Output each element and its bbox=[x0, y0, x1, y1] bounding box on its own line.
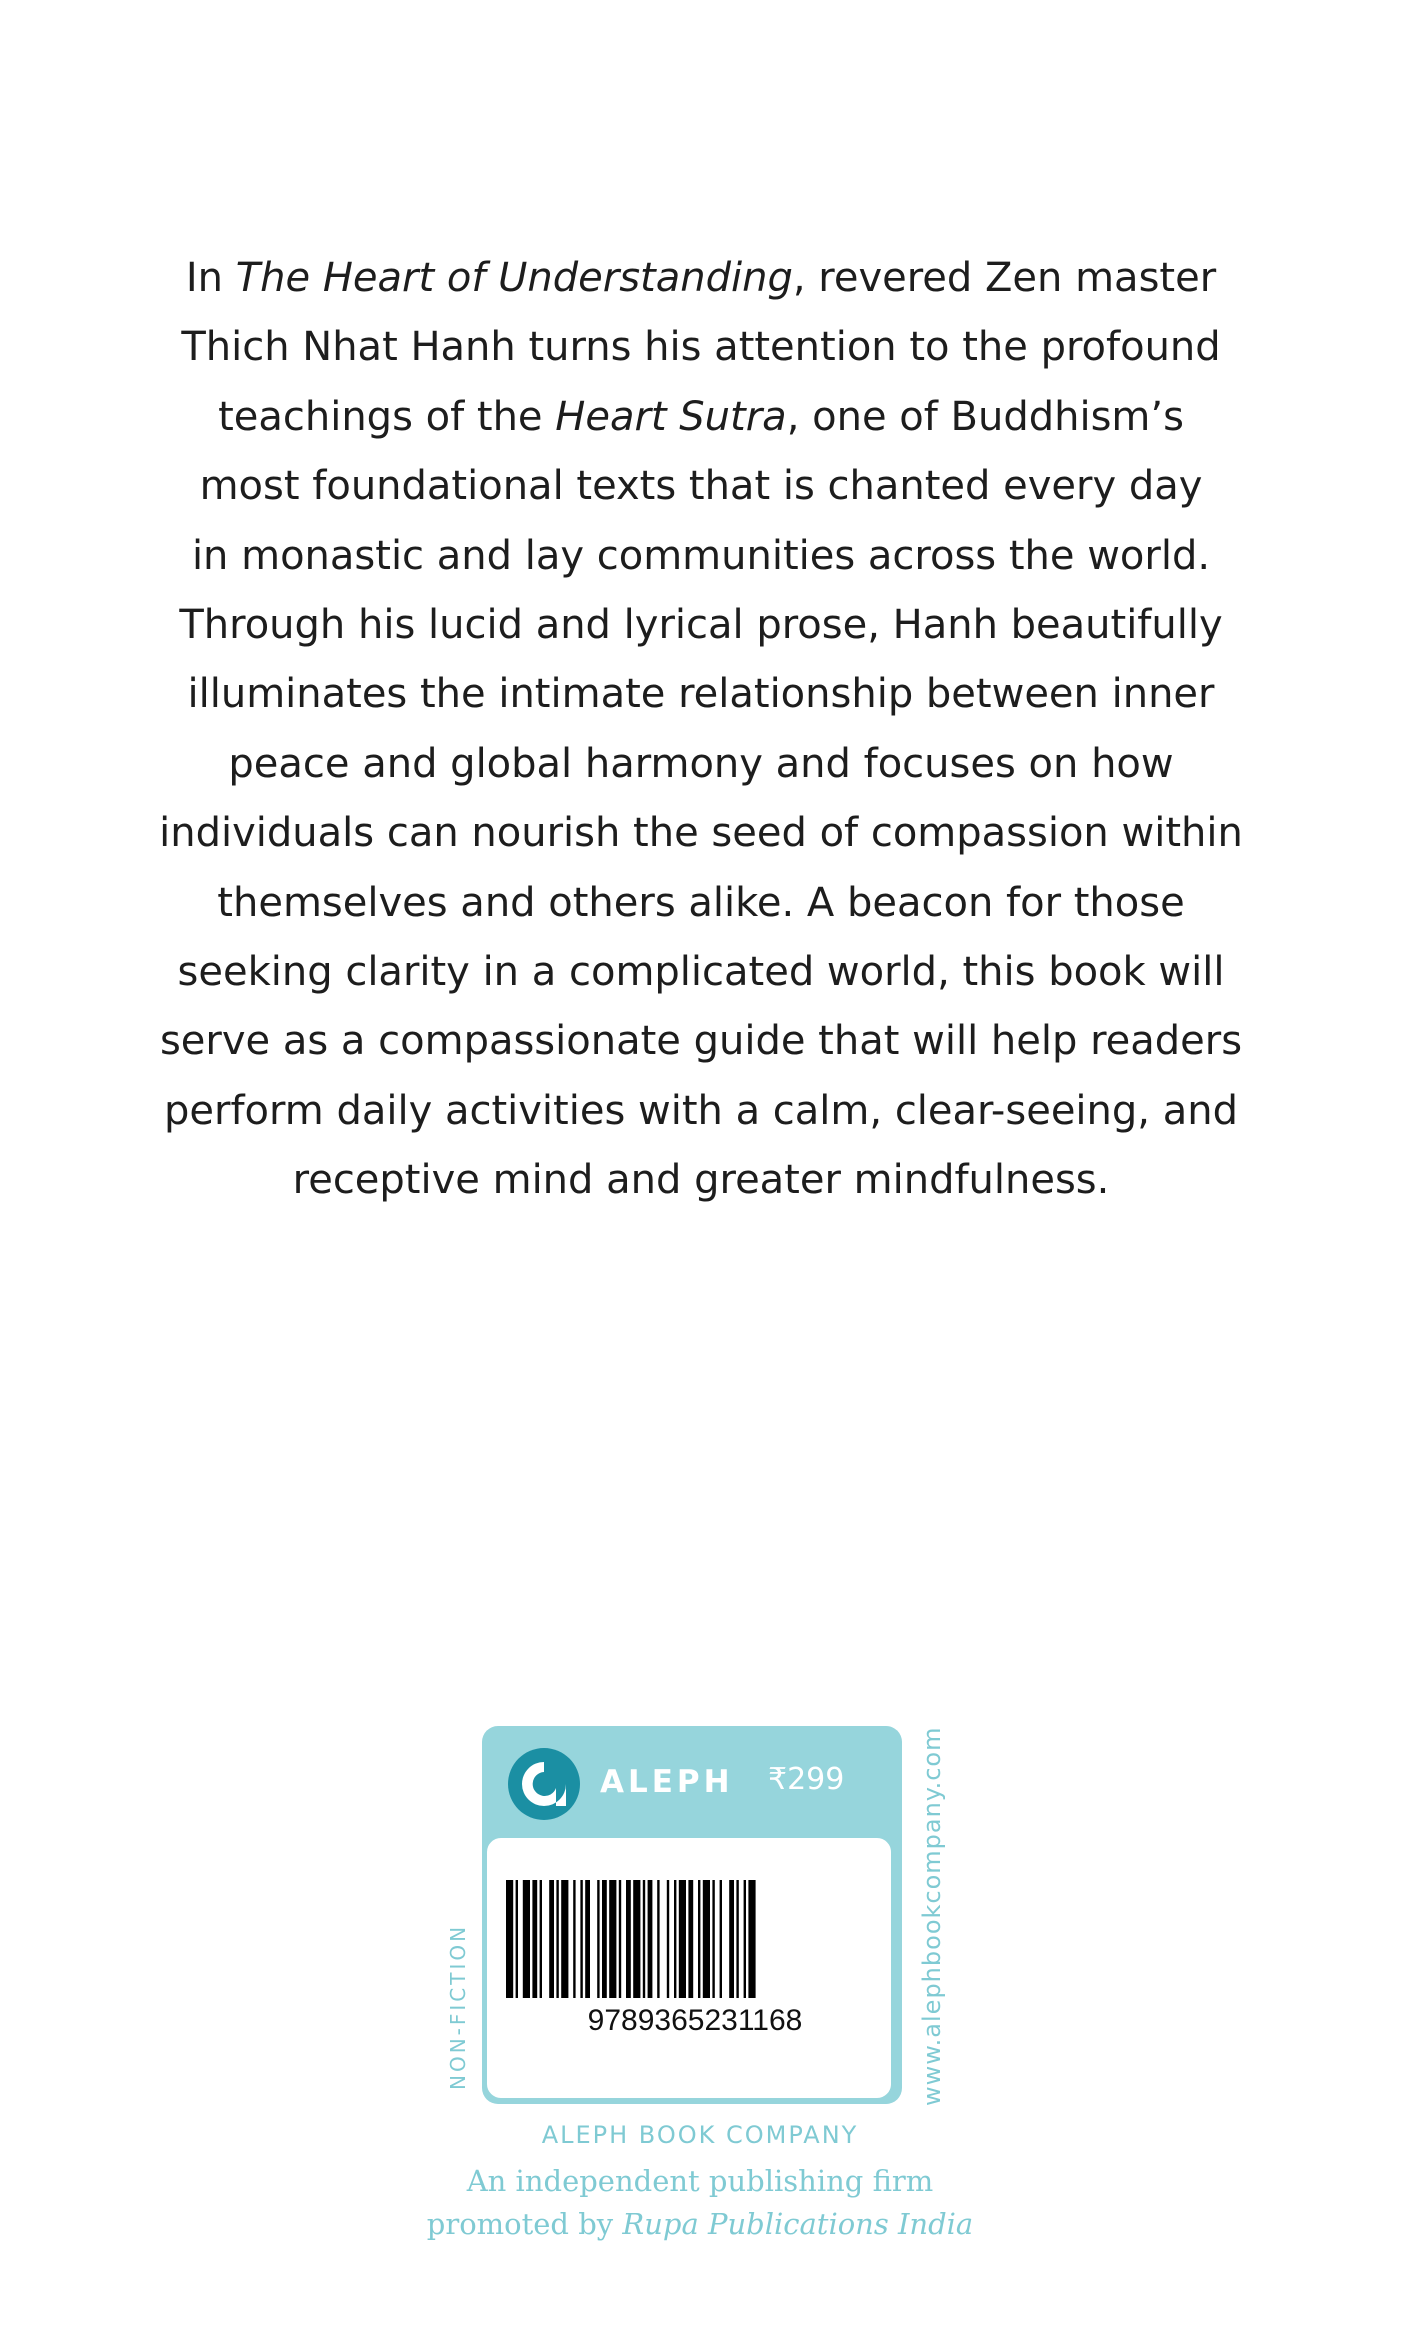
barcode-bar bbox=[597, 1880, 599, 1998]
publisher-name: ALEPH BOOK COMPANY bbox=[541, 2121, 859, 2149]
blurb-line: In The Heart of Understanding, revered Zen master bbox=[185, 255, 1217, 301]
barcode-bar bbox=[674, 1880, 676, 1998]
barcode-bar bbox=[516, 1880, 518, 1998]
blurb-line: receptive mind and greater mindfulness. bbox=[292, 1157, 1110, 1204]
blurb-line: seeking clarity in a complicated world, this book will bbox=[177, 949, 1225, 996]
barcode-bar bbox=[729, 1880, 734, 1998]
barcode-bar bbox=[657, 1880, 659, 1998]
barcode-bar bbox=[549, 1880, 554, 1998]
barcode-bar bbox=[688, 1880, 693, 1998]
blurb-text bbox=[150, 244, 1252, 1216]
blurb-line: Through his lucid and lyrical prose, Hanh beautifully bbox=[179, 602, 1223, 649]
barcode-bar bbox=[633, 1880, 640, 1998]
blurb-line: Thich Nhat Hanh turns his attention to the profound bbox=[181, 324, 1221, 371]
blurb-line: illuminates the intimate relationship between inner bbox=[187, 671, 1215, 718]
barcode-bar bbox=[720, 1880, 722, 1998]
barcode-bar bbox=[561, 1880, 568, 1998]
category-label: NON-FICTION bbox=[446, 1923, 470, 2090]
tagline-line-1: An independent publishing firm bbox=[466, 2164, 934, 2198]
barcode-bar bbox=[667, 1880, 669, 1998]
publisher-tagline bbox=[380, 2160, 1020, 2246]
barcode-bar bbox=[648, 1880, 653, 1998]
barcode-bar bbox=[602, 1880, 607, 1998]
barcode-bar bbox=[698, 1880, 700, 1998]
blurb-line: teachings of the Heart Sutra, one of Buddhism’s bbox=[218, 393, 1184, 440]
barcode-bar bbox=[643, 1880, 645, 1998]
barcode-bar bbox=[748, 1880, 755, 1998]
barcode-bar bbox=[712, 1880, 714, 1998]
blurb-line: perform daily activities with a calm, clear-seeing, and bbox=[164, 1087, 1238, 1134]
brand-name: ALEPH bbox=[600, 1764, 734, 1800]
barcode-bar bbox=[626, 1880, 631, 1998]
barcode-bar bbox=[523, 1880, 530, 1998]
barcode-bar bbox=[744, 1880, 746, 1998]
blurb-line: most foundational texts that is chanted every day bbox=[199, 463, 1203, 510]
barcode-bar bbox=[532, 1880, 537, 1998]
barcode-bar bbox=[540, 1880, 542, 1998]
blurb-line: peace and global harmony and focuses on how bbox=[228, 740, 1174, 787]
website-link[interactable]: www.alephbookcompany.com bbox=[918, 1726, 946, 2106]
barcode-bar bbox=[573, 1880, 575, 1998]
blurb-line: individuals can nourish the seed of compassion within bbox=[159, 810, 1243, 857]
barcode-bar bbox=[506, 1880, 513, 1998]
barcode-bar bbox=[619, 1880, 621, 1998]
blurb-line: serve as a compassionate guide that will help readers bbox=[159, 1018, 1243, 1065]
barcode-bar bbox=[703, 1880, 710, 1998]
price: ₹299 bbox=[768, 1762, 845, 1797]
barcode-bar bbox=[736, 1880, 738, 1998]
barcode-bar bbox=[556, 1880, 558, 1998]
isbn-number: 9789365231168 bbox=[587, 2004, 803, 2037]
barcode-bar bbox=[580, 1880, 582, 1998]
barcode-bar bbox=[679, 1880, 686, 1998]
tagline-line-2: promoted by Rupa Publications India bbox=[426, 2207, 974, 2241]
barcode-bar bbox=[609, 1880, 616, 1998]
aleph-logo-icon bbox=[508, 1748, 580, 1820]
blurb-line: in monastic and lay communities across the world. bbox=[191, 532, 1211, 579]
barcode-icon bbox=[500, 1880, 890, 1998]
barcode-bar bbox=[585, 1880, 590, 1998]
blurb-line: themselves and others alike. A beacon for those bbox=[217, 879, 1185, 926]
